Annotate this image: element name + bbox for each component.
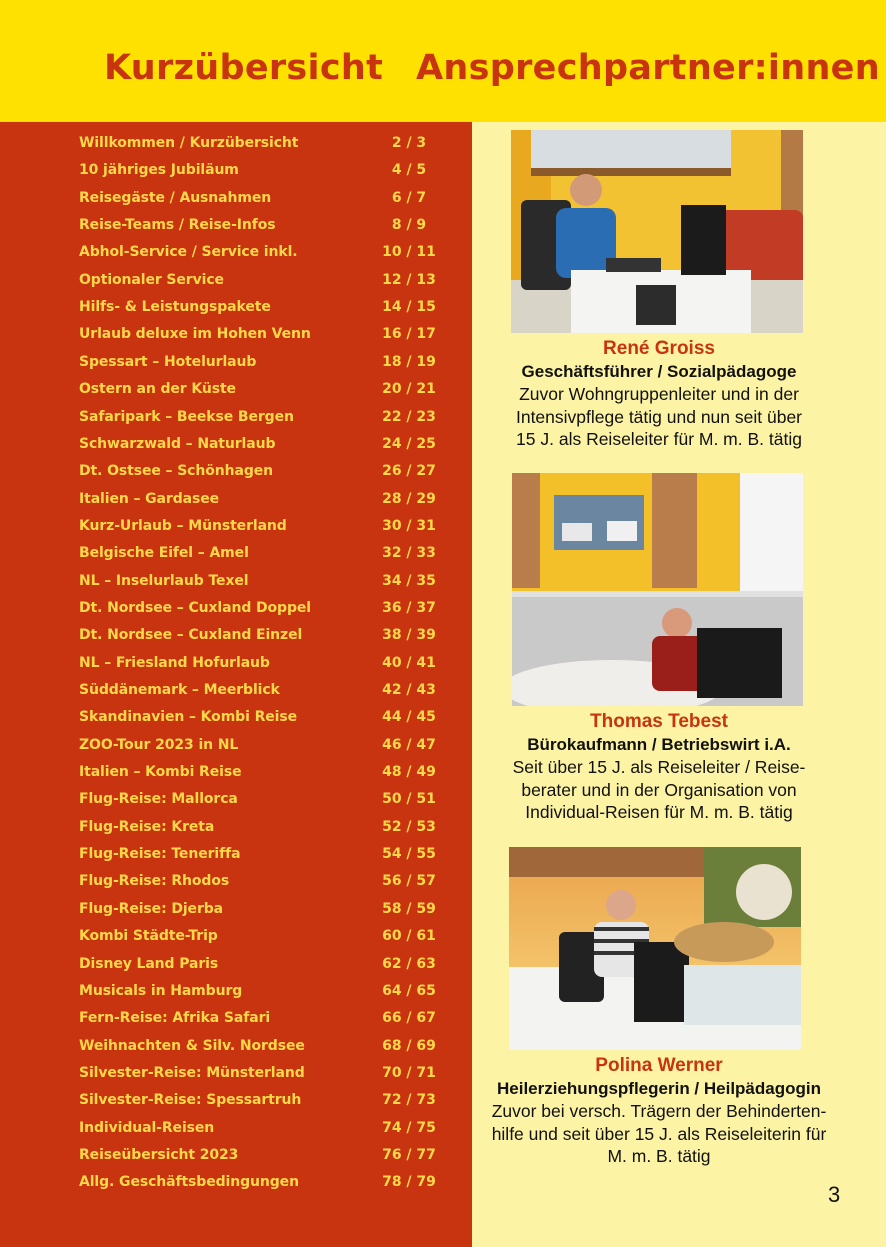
toc-entry: [79, 518, 439, 538]
photo-polina-werner: [509, 847, 801, 1050]
toc-entry: [79, 791, 439, 811]
header-bar: [0, 0, 886, 122]
contact-card-2: [472, 710, 846, 824]
toc-entry-title: ZOO-Tour 2023 in NL: [79, 736, 239, 753]
toc-entry-title: Flug-Reise: Teneriffa: [79, 846, 241, 863]
toc-entry-pages: 74 / 75: [382, 1119, 436, 1136]
toc-entry: [79, 1065, 439, 1085]
toc-entry-pages: 76 / 77: [382, 1146, 436, 1163]
toc-entry-title: Flug-Reise: Mallorca: [79, 791, 238, 808]
contact-name: René Groiss: [603, 338, 715, 359]
toc-entry-pages: 20 / 21: [382, 381, 436, 398]
toc-entry-pages: 68 / 69: [382, 1037, 436, 1054]
contact-name: Polina Werner: [595, 1055, 723, 1076]
toc-entry-pages: 22 / 23: [382, 408, 436, 425]
toc-entry: [79, 409, 439, 429]
toc-entry: [79, 190, 439, 210]
toc-entry-title: Spessart – Hotelurlaub: [79, 353, 257, 370]
toc-entry: [79, 873, 439, 893]
toc-entry-title: Kurz-Urlaub – Münsterland: [79, 517, 287, 534]
toc-entry: [79, 928, 439, 948]
contact-name: Thomas Tebest: [590, 711, 728, 732]
toc-entry: [79, 819, 439, 839]
toc-entry-pages: 62 / 63: [382, 955, 436, 972]
toc-entry-pages: 72 / 73: [382, 1092, 436, 1109]
toc-entry-title: 10 jähriges Jubiläum: [79, 162, 239, 179]
toc-entry-pages: 56 / 57: [382, 873, 436, 890]
toc-entry-title: Flug-Reise: Rhodos: [79, 873, 230, 890]
toc-entry-pages: 34 / 35: [382, 572, 436, 589]
toc-entry-pages: 42 / 43: [382, 682, 436, 698]
toc-entry: [79, 162, 439, 182]
toc-entry-title: Skandinavien – Kombi Reise: [79, 709, 297, 726]
toc-entry-title: Ostern an der Küste: [79, 381, 236, 398]
toc-entry-pages: 14 / 15: [382, 299, 436, 316]
toc-entry-title: Safaripark – Beekse Bergen: [79, 408, 294, 425]
toc-entry-title: Flug-Reise: Djerba: [79, 900, 224, 917]
toc-entry-pages: 78 / 79: [382, 1174, 436, 1191]
toc-entry: [79, 244, 439, 264]
toc-heading: Kurzübersicht: [104, 48, 384, 88]
toc-entry-title: Dt. Nordsee – Cuxland Einzel: [79, 627, 303, 644]
toc-entry: [79, 956, 439, 976]
toc-entry: [79, 901, 439, 921]
toc-entry-pages: 30 / 31: [382, 517, 436, 534]
toc-entry-title: Silvester-Reise: Münsterland: [79, 1064, 305, 1081]
toc-entry-pages: 2 / 3: [391, 135, 427, 151]
toc-entry-pages: 48 / 49: [382, 764, 436, 781]
toc-entry: [79, 272, 439, 292]
toc-entry-pages: 38 / 39: [382, 627, 436, 644]
toc-entry-title: Belgische Eifel – Amel: [79, 545, 249, 562]
toc-entry-title: Kombi Städte-Trip: [79, 928, 218, 945]
toc-entry: [79, 1174, 439, 1194]
toc-entry: [79, 573, 439, 593]
toc-entry-pages: 10 / 11: [382, 244, 436, 261]
toc-entry-title: Optionaler Service: [79, 271, 224, 288]
toc-entry-pages: 26 / 27: [382, 463, 436, 480]
toc-entry-title: Italien – Kombi Reise: [79, 764, 242, 781]
toc-entry-title: Abhol-Service / Service inkl.: [79, 244, 298, 261]
toc-entry: [79, 682, 439, 702]
toc-entry-title: Weihnachten & Silv. Nordsee: [79, 1037, 305, 1054]
toc-entry-title: Fern-Reise: Afrika Safari: [79, 1010, 271, 1027]
contact-desc-line: Individual-Reisen für M. m. B. tätig: [525, 802, 793, 822]
toc-entry-title: Willkommen / Kurzübersicht: [79, 135, 299, 151]
toc-entry: [79, 709, 439, 729]
toc-entry: [79, 491, 439, 511]
toc-entry-pages: 50 / 51: [382, 791, 436, 808]
toc-entry-title: Dt. Nordsee – Cuxland Doppel: [79, 599, 311, 616]
toc-entry-pages: 40 / 41: [382, 654, 436, 671]
toc-entry-pages: 70 / 71: [382, 1064, 436, 1081]
toc-entry-pages: 52 / 53: [382, 818, 436, 835]
contact-desc-line: Zuvor Wohngruppenleiter und in der: [519, 384, 799, 404]
contact-desc-line: Zuvor bei versch. Trägern der Behinderten-: [491, 1101, 827, 1121]
toc-entry-pages: 8 / 9: [391, 217, 427, 234]
toc-entry: [79, 655, 439, 675]
contact-desc-line: berater und in der Organisation von: [521, 779, 797, 800]
toc-entry: [79, 381, 439, 401]
toc-entry: [79, 545, 439, 565]
toc-entry: [79, 1092, 439, 1112]
toc-entry: [79, 983, 439, 1003]
toc-entry: [79, 354, 439, 374]
contact-role: Geschäftsführer / Sozialpädagoge: [521, 362, 797, 381]
toc-entry-pages: 58 / 59: [382, 900, 436, 917]
contact-desc-line: 15 J. als Reiseleiter für M. m. B. tätig: [516, 429, 802, 449]
toc-entry-pages: 54 / 55: [382, 846, 436, 863]
toc-entry-pages: 46 / 47: [382, 736, 436, 753]
contacts-heading: Ansprechpartner:innen: [416, 48, 880, 88]
toc-entry-pages: 36 / 37: [382, 599, 436, 616]
toc-entry-pages: 60 / 61: [382, 928, 436, 945]
toc-entry-pages: 6 / 7: [391, 189, 427, 206]
toc-entry: [79, 627, 439, 647]
toc-entry-pages: 64 / 65: [382, 982, 436, 999]
toc-entry-title: Urlaub deluxe im Hohen Venn: [79, 326, 311, 343]
toc-entry-title: Dt. Ostsee – Schönhagen: [79, 463, 274, 480]
toc-entry: [79, 436, 439, 456]
toc-entry-title: Individual-Reisen: [79, 1119, 215, 1136]
toc-entry: [79, 1010, 439, 1030]
photo-rene-groiss: [511, 130, 803, 333]
toc-entry: [79, 463, 439, 483]
contact-desc-line: hilfe und seit über 15 J. als Reiseleiterin für: [491, 1123, 827, 1144]
toc-entry: [79, 1038, 439, 1058]
toc-entry-title: Reise-Teams / Reise-Infos: [79, 217, 276, 234]
toc-entry-title: Italien – Gardasee: [79, 490, 219, 507]
toc-entry: [79, 1120, 439, 1140]
contact-role: Heilerziehungspflegerin / Heilpädagogin: [497, 1079, 821, 1098]
contact-card-3: [472, 1054, 846, 1168]
toc-entry-title: Allg. Geschäftsbedingungen: [79, 1174, 299, 1191]
toc-entry-pages: 66 / 67: [382, 1010, 436, 1027]
toc-entry-pages: 18 / 19: [382, 353, 436, 370]
toc-entry-title: Flug-Reise: Kreta: [79, 818, 215, 835]
toc-entry: [79, 299, 439, 319]
toc-entry-title: Silvester-Reise: Spessartruh: [79, 1092, 302, 1109]
toc-entry-title: Hilfs- & Leistungspakete: [79, 299, 271, 316]
toc-entry: [79, 135, 439, 155]
toc-entry-title: Disney Land Paris: [79, 955, 219, 972]
toc-entry-pages: 32 / 33: [382, 545, 436, 562]
toc-entry: [79, 764, 439, 784]
toc-entry-pages: 24 / 25: [382, 435, 436, 452]
toc-entry: [79, 217, 439, 237]
toc-entry-title: Reisegäste / Ausnahmen: [79, 189, 272, 206]
contact-desc-line: Intensivpflege tätig und nun seit über: [515, 406, 803, 427]
toc-entry-pages: 12 / 13: [382, 271, 436, 288]
toc-entry: [79, 326, 439, 346]
contact-card-1: [472, 337, 846, 451]
toc-entry: [79, 846, 439, 866]
toc-entry-pages: 44 / 45: [382, 709, 436, 726]
toc-entry: [79, 1147, 439, 1167]
toc-entry-pages: 28 / 29: [382, 490, 436, 507]
page-number: 3: [828, 1182, 841, 1207]
toc-entry: [79, 737, 439, 757]
contact-desc-line: Seit über 15 J. als Reiseleiter / Reise-: [512, 757, 806, 777]
toc-entry-title: Süddänemark – Meerblick: [79, 682, 280, 698]
toc-entry-pages: 4 / 5: [391, 162, 427, 179]
toc-entry-pages: 16 / 17: [382, 326, 436, 343]
toc-entry: [79, 600, 439, 620]
toc-entry-title: Reiseübersicht 2023: [79, 1146, 239, 1163]
toc-entry-title: Musicals in Hamburg: [79, 982, 243, 999]
toc-entry-title: NL – Inselurlaub Texel: [79, 572, 249, 589]
contact-desc-line: M. m. B. tätig: [607, 1146, 711, 1166]
contact-role: Bürokaufmann / Betriebswirt i.A.: [527, 735, 791, 754]
toc-entry-title: NL – Friesland Hofurlaub: [79, 654, 270, 671]
toc-entry-title: Schwarzwald – Naturlaub: [79, 435, 276, 452]
photo-thomas-tebest: [512, 473, 803, 706]
